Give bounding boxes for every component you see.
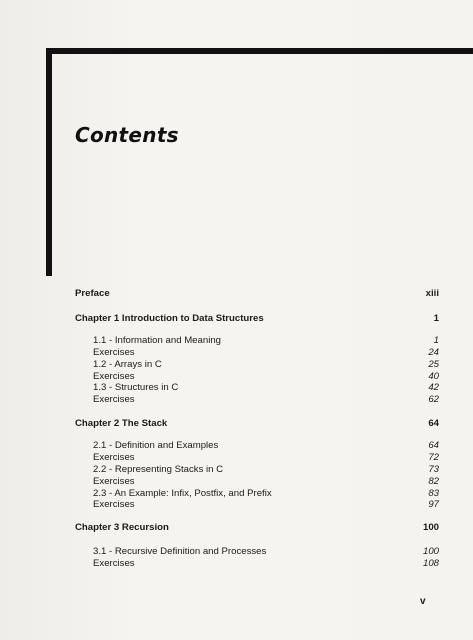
toc-section-3-1-page: 100 [422, 546, 439, 557]
toc-chapter-3-page: 100 [422, 522, 439, 533]
toc-exercises-page: 40 [428, 371, 439, 382]
toc-preface-page: xiii [425, 288, 439, 299]
decorative-frame-left [46, 48, 52, 276]
toc-exercises-page: 62 [428, 394, 439, 405]
toc-exercises: Exercises [93, 347, 135, 358]
toc-chapter-1-page: 1 [433, 313, 439, 324]
toc-exercises-page: 72 [428, 452, 439, 463]
toc-exercises: Exercises [93, 499, 135, 510]
toc-section-2-3-page: 83 [428, 488, 439, 499]
page-title: Contents [75, 123, 179, 147]
toc-section-1-2-page: 25 [428, 359, 439, 370]
toc-exercises-page: 108 [422, 558, 439, 569]
decorative-frame-top [46, 48, 473, 54]
toc-exercises: Exercises [93, 394, 135, 405]
toc-section-2-2-page: 73 [428, 464, 439, 475]
toc-section-2-3: 2.3 - An Example: Infix, Postfix, and Prefix [93, 488, 272, 499]
page-number: v [420, 596, 426, 607]
toc-section-1-2: 1.2 - Arrays in C [93, 359, 162, 370]
toc-preface: Preface [75, 288, 110, 299]
toc-chapter-3: Chapter 3 Recursion [75, 522, 169, 533]
toc-section-1-3: 1.3 - Structures in C [93, 382, 179, 393]
toc-chapter-2-page: 64 [428, 418, 439, 429]
toc-exercises-page: 82 [428, 476, 439, 487]
toc-section-1-1-page: 1 [433, 335, 439, 346]
toc-exercises: Exercises [93, 476, 135, 487]
toc-section-1-3-page: 42 [428, 382, 439, 393]
toc-section-2-1-page: 64 [428, 440, 439, 451]
toc-section-3-1: 3.1 - Recursive Definition and Processes [93, 546, 267, 557]
toc-chapter-1: Chapter 1 Introduction to Data Structures [75, 313, 264, 324]
toc-chapter-2: Chapter 2 The Stack [75, 418, 168, 429]
toc-exercises: Exercises [93, 371, 135, 382]
toc-exercises: Exercises [93, 558, 135, 569]
toc-section-2-1: 2.1 - Definition and Examples [93, 440, 219, 451]
toc-exercises-page: 24 [428, 347, 439, 358]
toc-exercises: Exercises [93, 452, 135, 463]
toc-section-2-2: 2.2 - Representing Stacks in C [93, 464, 224, 475]
toc-exercises-page: 97 [428, 499, 439, 510]
toc-section-1-1: 1.1 - Information and Meaning [93, 335, 221, 346]
